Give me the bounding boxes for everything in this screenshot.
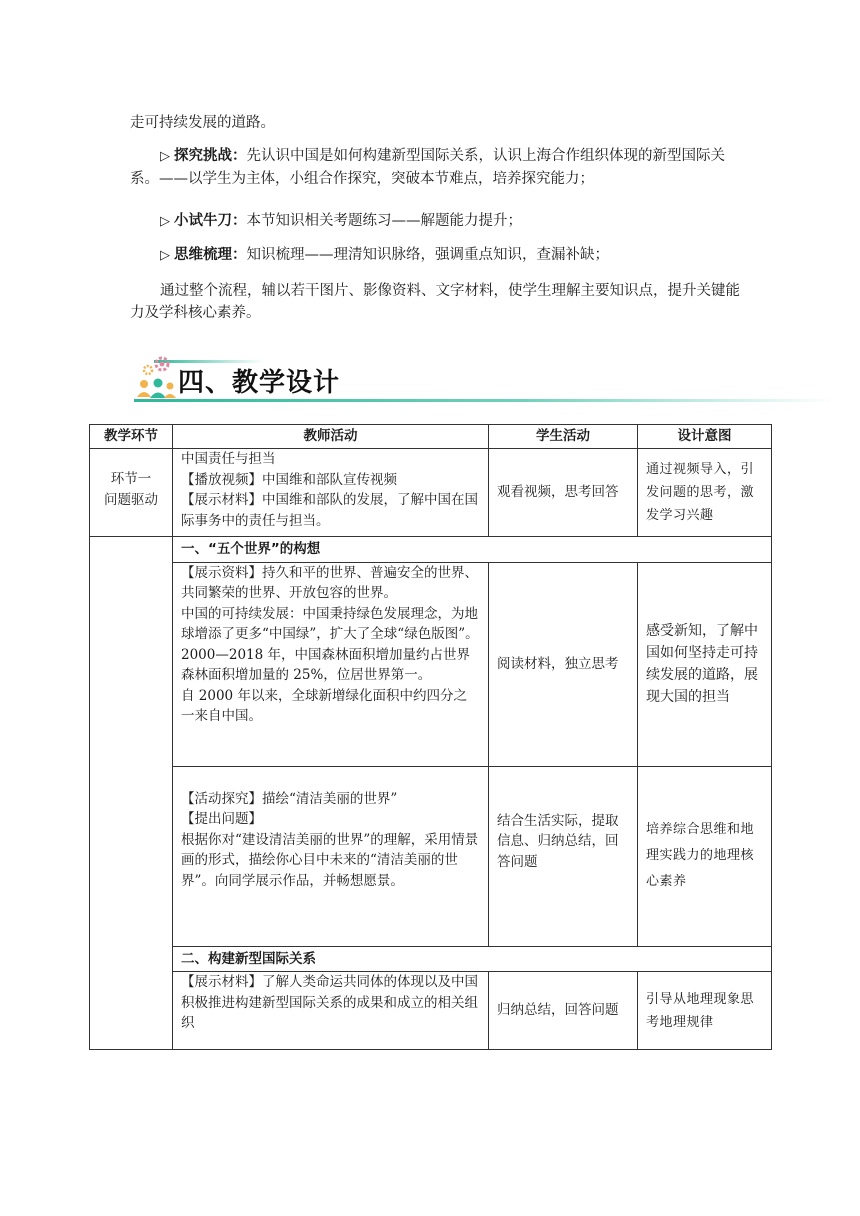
teacher-line: 【提出问题】	[181, 811, 262, 827]
section-title: 四、教学设计	[178, 368, 341, 398]
student-cell: 结合生活实际，提取信息、归纳总结，回答问题	[489, 766, 638, 946]
item-text: 先认识中国是如何构建新型国际关系，认识上海合作组织体现的新型国际关系。——以学生为主体，小组合作探究，突破本节难点，培养探究能力；	[130, 148, 725, 187]
teacher-line: 中国的可持续发展：中国秉持绿色发展理念，为地球增添了更多“中国绿”，扩大了全球“绿色版图”。2000—2018 年，中国森林面积增加量约占世界森林面积增加量的 25%，位居世界第一。	[181, 605, 479, 683]
teaching-design-table	[89, 424, 772, 1050]
teacher-line: 根据你对“建设清洁美丽的世界”的理解，采用情景画的形式，描绘你心目中未来的“清洁美丽的世界”。向同学展示作品，并畅想愿景。	[181, 831, 479, 889]
table-header-row	[90, 425, 772, 449]
teacher-line: 中国责任与担当	[181, 451, 276, 467]
header-intent: 设计意图	[638, 425, 772, 449]
student-cell: 归纳总结，回答问题	[489, 972, 638, 1050]
header-teacher: 教师活动	[173, 425, 489, 449]
teacher-line: 【活动探究】描绘“清洁美丽的世界”	[181, 790, 398, 807]
subheader-row	[90, 946, 772, 972]
item-text: 本节知识相关考题练习——解题能力提升；	[246, 213, 522, 229]
table-row	[90, 562, 772, 766]
teacher-line: 【展示材料】了解人类命运共同体的体现以及中国积极推进构建新型国际关系的成果和成立的相关组织	[181, 974, 478, 1031]
teacher-line: 自 2000 年以来，全球新增绿化面积中约四分之一来自中国。	[181, 687, 467, 724]
intro-line: 走可持续发展的道路。	[130, 115, 275, 131]
section-header	[134, 352, 834, 402]
teacher-cell	[173, 562, 489, 766]
teacher-cell	[173, 972, 489, 1050]
intent-cell: 通过视频导入，引发问题的思考，激发学习兴趣	[638, 449, 772, 537]
subheader-five-worlds: 一、“五个世界”的构想	[173, 537, 772, 563]
stage-line: 环节一	[110, 471, 152, 487]
triangle-bullet-icon: ▷	[160, 214, 170, 229]
table-row	[90, 972, 772, 1050]
subheader-new-relations: 二、构建新型国际关系	[173, 946, 772, 972]
section-underline	[134, 399, 834, 402]
stage-cell	[90, 449, 173, 537]
triangle-bullet-icon: ▷	[160, 149, 170, 164]
teacher-line: 【展示资料】持久和平的世界、普遍安全的世界、共同繁荣的世界、开放包容的世界。	[181, 564, 478, 601]
intent-cell: 感受新知，了解中国如何坚持走可持续发展的道路，展现大国的担当	[638, 562, 772, 766]
header-stage: 教学环节	[90, 425, 173, 449]
intro-item-explore	[130, 145, 750, 190]
item-label: 思维梳理：	[174, 247, 247, 263]
item-label: 小试牛刀：	[174, 213, 247, 229]
student-cell: 阅读材料，独立思考	[489, 562, 638, 766]
table-row	[90, 766, 772, 946]
triangle-bullet-icon: ▷	[160, 248, 170, 263]
teacher-line: 【展示材料】中国维和部队的发展，了解中国在国际事务中的责任与担当。	[181, 492, 478, 529]
stage-line: 问题驱动	[104, 491, 158, 508]
intro-item-practice	[130, 210, 750, 233]
student-cell: 观看视频，思考回答	[489, 449, 638, 537]
gear-people-icon	[134, 354, 176, 398]
stage-cell-empty	[90, 537, 173, 1050]
item-label: 探究挑战：	[174, 148, 247, 164]
intent-cell: 引导从地理现象思考地理规律	[638, 972, 772, 1050]
teacher-cell	[173, 449, 489, 537]
teacher-cell	[173, 766, 489, 946]
intro-closing: 通过整个流程，辅以若干图片、影像资料、文字材料，使学生理解主要知识点，提升关键能力及学科核心素养。	[130, 283, 740, 321]
table-row	[90, 449, 772, 537]
header-student: 学生活动	[489, 425, 638, 449]
intro-item-review	[130, 244, 750, 267]
item-text: 知识梳理——理清知识脉络，强调重点知识，查漏补缺；	[246, 247, 609, 263]
subheader-row	[90, 537, 772, 563]
teacher-line: 【播放视频】中国维和部队宣传视频	[181, 471, 397, 488]
intent-cell: 培养综合思维和地理实践力的地理核心素养	[638, 766, 772, 946]
